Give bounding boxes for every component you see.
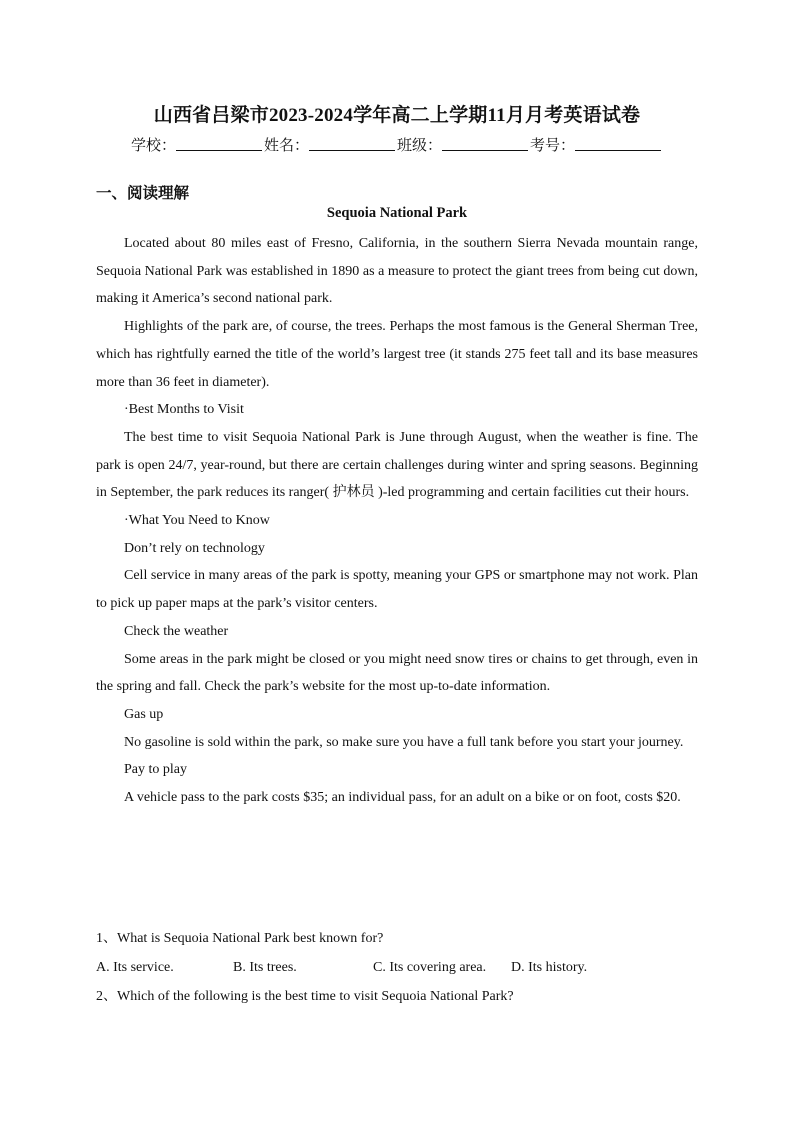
school-label: 学校： <box>130 138 176 154</box>
paragraph-intro: Located about 80 miles east of Fresno, California, in the southern Sierra Nevada mountain range, Sequoia National Park was established in 1890 as a measure to protect the giant trees from being cut down, making it America’s second national park. <box>96 236 698 307</box>
passage-title: Sequoia National Park <box>326 205 468 221</box>
id-blank <box>575 137 661 151</box>
class-label: 班级： <box>397 138 443 154</box>
paragraph-highlights: Highlights of the park are, of course, the trees. Perhaps the most famous is the General Sherman Tree, which has rightfully earned the title of the world’s largest tree (it stands 275 feet tall and its base measures more than 36 feet in diameter). <box>96 319 698 390</box>
option-d: D. Its history. <box>511 960 588 975</box>
subheading-pay: Pay to play <box>124 762 187 778</box>
paragraph-gas: No gasoline is sold within the park, so make sure you have a full tank before you start your journey. <box>124 734 684 750</box>
subheading-weather: Check the weather <box>124 623 229 639</box>
question-1: 1、What is Sequoia National Park best known for? <box>96 931 384 946</box>
subheading-need-to-know: ·What You Need to Know <box>124 513 270 529</box>
paragraph-technology: Cell service in many areas of the park is spotty, meaning your GPS or smartphone may not work. Plan to pick up paper maps at the park’s visitor centers. <box>96 568 698 612</box>
subheading-best-months: ·Best Months to Visit <box>124 402 244 418</box>
passage-body <box>96 230 698 812</box>
school-blank <box>176 137 262 151</box>
name-blank <box>309 137 395 151</box>
paragraph-weather: Some areas in the park might be closed or you might need snow tires or chains to get through, even in the spring and fall. Check the park’s website for the most up-to-date information. <box>96 651 698 695</box>
subheading-gas: Gas up <box>124 706 164 722</box>
question-list <box>96 924 698 1011</box>
paragraph-best-time: The best time to visit Sequoia National Park is June through August, when the weather is fine. The park is open 24/7, year-round, but there are certain challenges during winter and spring seasons. Beginning in September, the park reduces its ranger( 护林员 )-led programming and certain facilities cut their hours. <box>96 429 698 501</box>
id-label: 考号： <box>530 138 576 154</box>
exam-title: 山西省吕梁市2023-2024学年高二上学期11月月考英语试卷 <box>153 105 641 126</box>
student-info-line <box>0 134 794 155</box>
option-c: C. Its covering area. <box>373 960 487 975</box>
question-1-options <box>96 953 698 982</box>
paragraph-pay: A vehicle pass to the park costs $35; an individual pass, for an adult on a bike or on foot, costs $20. <box>124 790 681 806</box>
question-2: 2、Which of the following is the best time to visit Sequoia National Park? <box>96 989 514 1004</box>
option-a: A. Its service. <box>96 960 174 975</box>
section-heading: 一、阅读理解 <box>96 185 190 202</box>
option-b: B. Its trees. <box>233 960 297 975</box>
name-label: 姓名： <box>263 138 309 154</box>
class-blank <box>442 137 528 151</box>
subheading-technology: Don’t rely on technology <box>124 540 265 556</box>
